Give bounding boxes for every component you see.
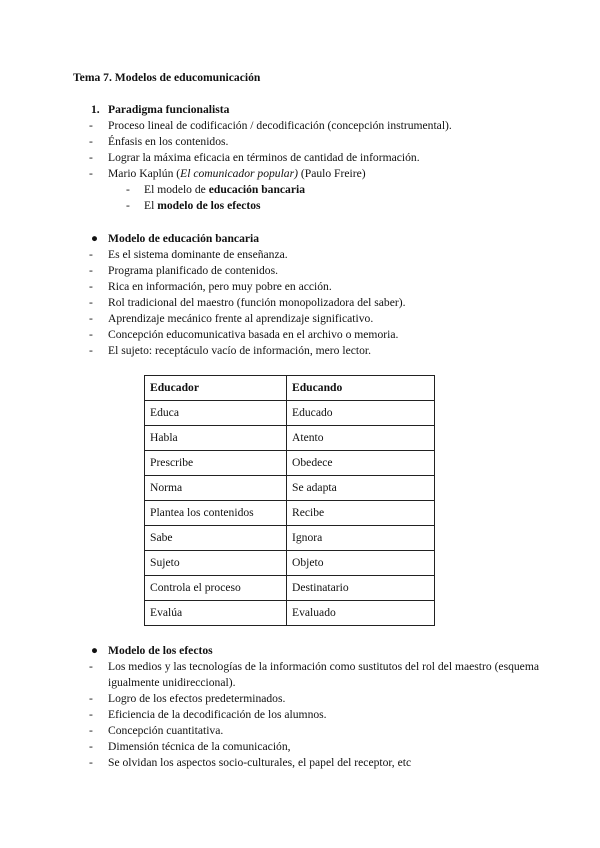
page-title: Tema 7. Modelos de educomunicación [73, 71, 261, 84]
list-item: - Es el sistema dominante de enseñanza. [89, 248, 288, 261]
list-item: - Concepción educomunicativa basada en el archivo o memoria. [89, 328, 399, 341]
list-item: - Programa planificado de contenidos. [89, 264, 278, 277]
sub-list-item: - El modelo de educación bancaria [126, 183, 306, 196]
list-item: - Aprendizaje mecánico frente al aprendizaje significativo. [89, 312, 374, 325]
section-heading-text: Modelo de educación bancaria [108, 232, 260, 245]
book-title: El comunicador popular) [180, 167, 298, 180]
educador-educando-table [144, 375, 435, 626]
table-row: Sujeto Objeto [145, 551, 435, 576]
list-item: - Mario Kaplún (El comunicador popular) (Paulo Freire) [89, 167, 366, 180]
section-heading [91, 643, 213, 659]
table-row: Norma Se adapta [145, 476, 435, 501]
list-item: - Rica en información, pero muy pobre en acción. [89, 280, 332, 293]
list-item: - El sujeto: receptáculo vacío de información, mero lector. [89, 344, 372, 357]
bullet-icon: ● [91, 644, 99, 657]
section-number: 1. [91, 103, 100, 116]
list-item: - Rol tradicional del maestro (función monopolizadora del saber). [89, 296, 406, 309]
list-item: - Los medios y las tecnologías de la información como sustitutos del rol del maestro (esquema igualmente unidireccional). [89, 660, 539, 689]
table-row: Prescribe Obedece [145, 451, 435, 476]
list-item: - Dimensión técnica de la comunicación, [89, 740, 291, 753]
table-row: Plantea los contenidos Recibe [145, 501, 435, 526]
dash-list [89, 118, 539, 182]
list-item: - Proceso lineal de codificación / decodificación (concepción instrumental). [89, 119, 452, 132]
section-heading [91, 231, 259, 247]
column-header: Educador [145, 376, 287, 401]
table-row: Habla Atento [145, 426, 435, 451]
table-row: Sabe Ignora [145, 526, 435, 551]
section-heading-text: Modelo de los efectos [108, 644, 213, 657]
list-item: - Se olvidan los aspectos socio-culturales, el papel del receptor, etc [89, 756, 412, 769]
list-item: - Logro de los efectos predeterminados. [89, 692, 286, 705]
sub-list [126, 182, 305, 214]
sub-list-item: - El modelo de los efectos [126, 199, 261, 212]
dash-list [89, 247, 539, 359]
list-item: - Énfasis en los contenidos. [89, 135, 229, 148]
table-row: Educa Educado [145, 401, 435, 426]
column-header: Educando [287, 376, 435, 401]
dash-list [89, 659, 539, 771]
table-row: Evalúa Evaluado [145, 601, 435, 626]
section-heading [91, 102, 229, 118]
table-row: Controla el proceso Destinatario [145, 576, 435, 601]
section-heading-text: Paradigma funcionalista [108, 103, 230, 116]
list-item: - Eficiencia de la decodificación de los alumnos. [89, 708, 327, 721]
list-item: - Concepción cuantitativa. [89, 724, 224, 737]
list-item: - Lograr la máxima eficacia en términos de cantidad de información. [89, 151, 420, 164]
bullet-icon: ● [91, 232, 99, 245]
table-header-row [145, 376, 435, 401]
